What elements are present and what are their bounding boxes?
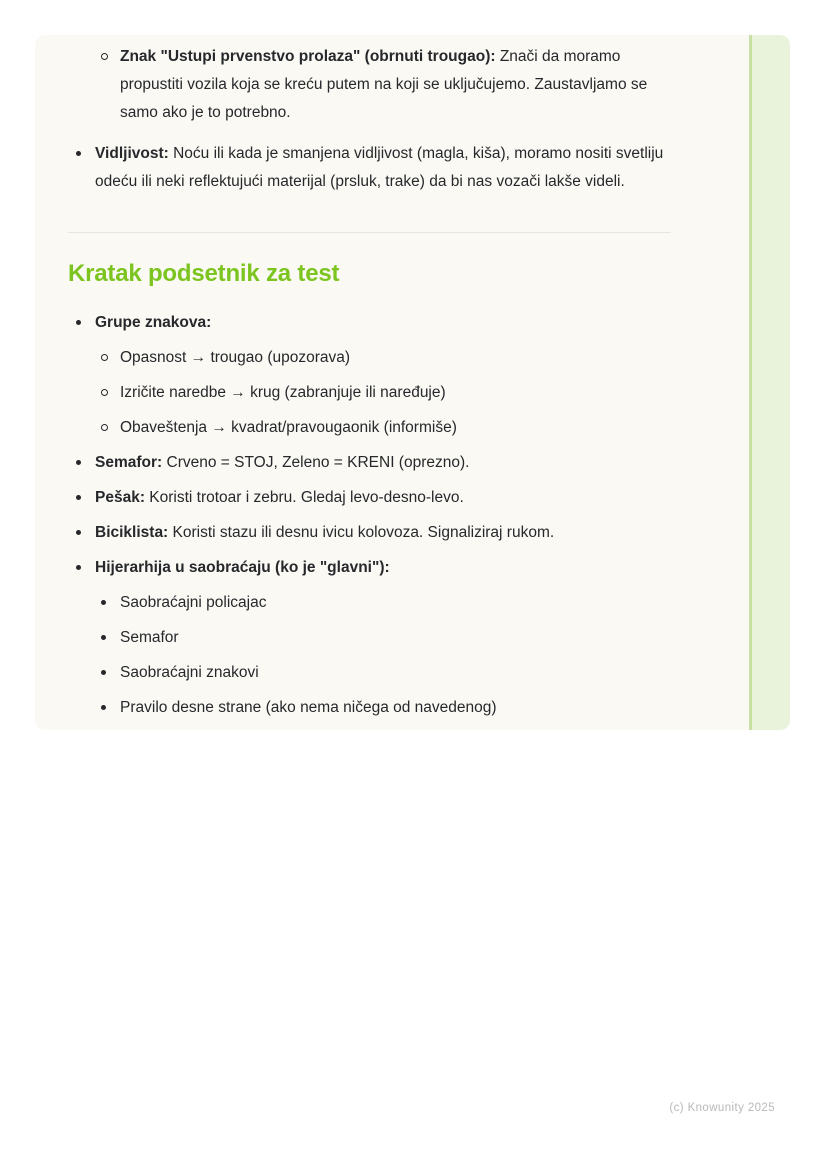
list-item-text: Koristi trotoar i zebru. Gledaj levo-desno-levo. <box>149 489 464 506</box>
list-item-text: Crveno = STOJ, Zeleno = KRENI (oprezno). <box>166 454 470 471</box>
list-item-text: Znači da moramo propustiti vozila koja se kreću putem na koji se uključujemo. Zaustavljamo se samo ako je to potrebno. <box>120 48 648 121</box>
list-item <box>68 624 671 652</box>
list-item-text: Pravilo desne strane (ako nema ničega od navedenog) <box>120 699 497 716</box>
section-heading: Kratak podsetnik za test <box>68 260 340 287</box>
card-body <box>35 35 749 730</box>
list-item-term: Semafor: <box>95 454 163 471</box>
list-item <box>68 344 671 372</box>
list-item-term: Pešak: <box>95 489 145 506</box>
content-card <box>35 35 790 730</box>
list-item-text: Semafor <box>120 629 179 646</box>
list-item <box>68 484 671 512</box>
list-item <box>68 309 671 337</box>
list-item <box>68 449 671 477</box>
list-item <box>68 659 671 687</box>
list-item-term: Znak "Ustupi prvenstvo prolaza" (obrnuti trougao): <box>120 48 496 65</box>
list-item-text: Saobraćajni znakovi <box>120 664 259 681</box>
list-item-term: Biciklista: <box>95 524 169 541</box>
list-item <box>68 519 671 547</box>
list-item-text: Obaveštenja → kvadrat/pravougaonik (informiše) <box>120 419 457 436</box>
list-item-term: Vidljivost: <box>95 145 169 162</box>
list-item-term: Grupe znakova: <box>95 314 212 331</box>
list-item <box>68 694 671 722</box>
list-item-text: Noću ili kada je smanjena vidljivost (magla, kiša), moramo nositi svetliju odeću ili neki reflektujući materijal (prsluk, trake) da bi nas vozači lakše videli. <box>95 145 664 190</box>
list-item <box>68 589 671 617</box>
list-item <box>68 140 671 196</box>
list-item-text: Opasnost → trougao (upozorava) <box>120 349 351 366</box>
list-item <box>68 379 671 407</box>
section-divider <box>68 232 671 233</box>
footer-copyright: (c) Knowunity 2025 <box>669 1102 775 1114</box>
list-item-text: Koristi stazu ili desnu ivicu kolovoza. Signaliziraj rukom. <box>172 524 555 541</box>
list-item <box>68 554 671 582</box>
card-inner <box>68 43 671 722</box>
list-item <box>68 414 671 442</box>
list-item-text: Saobraćajni policajac <box>120 594 267 611</box>
decorative-green-bar <box>749 35 790 730</box>
list-item <box>68 43 671 127</box>
list-item-term: Hijerarhija u saobraćaju (ko je "glavni"): <box>95 559 390 576</box>
list-item-text: Izričite naredbe → krug (zabranjuje ili naređuje) <box>120 384 446 401</box>
